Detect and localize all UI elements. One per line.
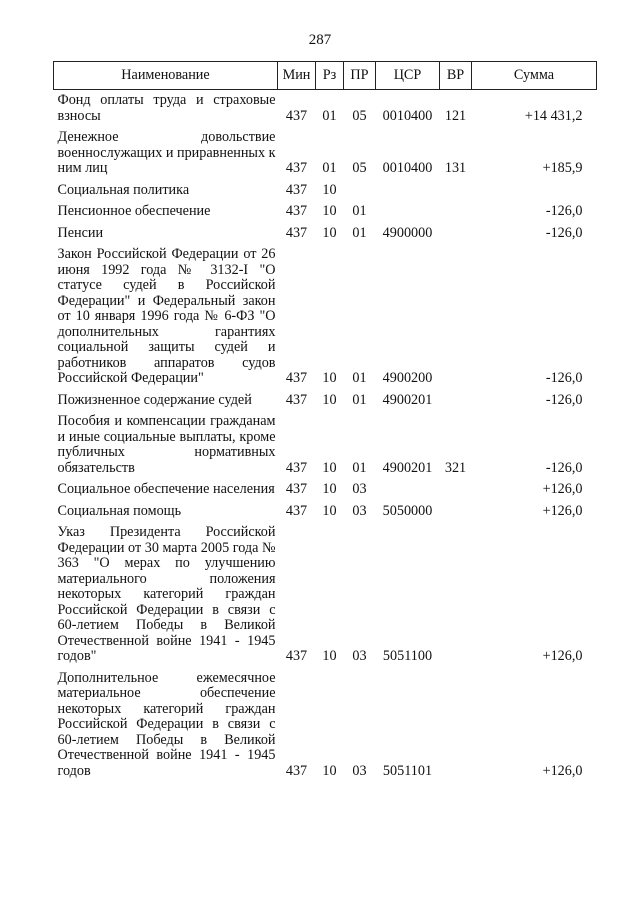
header-vr: ВР [440, 62, 472, 90]
row-min: 437 [285, 762, 308, 779]
row-pr: 05 [352, 107, 367, 124]
row-pr: 03 [352, 762, 367, 779]
row-name: Социальная помощь [57, 502, 182, 519]
row-csr: 4900201 [382, 459, 433, 476]
row-name: Пенсионное обеспечение [57, 203, 211, 219]
header-min: Мин [278, 62, 316, 90]
row-rz: 10 [322, 224, 337, 241]
row-vr: 321 [444, 459, 467, 476]
row-rz: 10 [322, 762, 337, 779]
row-csr [376, 204, 440, 226]
row-rz: 10 [322, 203, 337, 219]
row-vr [440, 226, 472, 248]
row-pr: 01 [352, 459, 367, 476]
row-sum: -126,0 [545, 370, 583, 386]
row-pr: 01 [352, 370, 367, 386]
row-rz: 10 [322, 648, 337, 664]
row-pr: 01 [352, 391, 367, 408]
table-header [54, 62, 597, 90]
row-sum [472, 183, 597, 205]
row-sum: +126,0 [542, 648, 583, 664]
row-vr: 131 [444, 160, 467, 176]
row-rz: 10 [322, 370, 337, 386]
row-min: 437 [285, 181, 308, 198]
row-name: Денежное довольствие военнослужащих и приравненных к ним лиц [57, 129, 276, 176]
header-pr: ПР [344, 62, 376, 90]
header-name: Наименование [54, 62, 278, 90]
row-vr [440, 204, 472, 226]
row-sum: -126,0 [545, 391, 583, 408]
row-sum: +126,0 [542, 502, 583, 519]
row-name: Фонд оплаты труда и страховые взносы [57, 92, 276, 124]
row-vr [440, 393, 472, 415]
row-min: 437 [285, 160, 308, 176]
row-csr: 0010400 [382, 107, 433, 124]
row-sum: -126,0 [545, 203, 583, 219]
row-sum: +126,0 [542, 481, 583, 497]
budget-table [53, 61, 597, 785]
row-vr [440, 671, 472, 786]
row-min: 437 [285, 502, 308, 519]
row-min: 437 [285, 224, 308, 241]
table-row [54, 671, 597, 786]
row-vr [440, 525, 472, 671]
row-vr [440, 247, 472, 393]
table-row [54, 226, 597, 248]
row-rz: 10 [322, 181, 337, 198]
row-name: Пенсии [57, 224, 104, 241]
row-rz: 01 [322, 160, 337, 176]
row-rz: 10 [322, 481, 337, 497]
row-name: Указ Президента Российской Федерации от 30 марта 2005 года № 363 "О мерах по улучшению материального положения некоторых категорий граждан Российской Федерации в связи с 60-летием Победы в Великой Отечественной войне 1941 - 1945 годов" [57, 524, 276, 664]
row-name: Дополнительное ежемесячное материальное обеспечение некоторых категорий граждан Российской Федерации в связи с 60-летием Победы в Великой Отечественной войне 1941 - 1945 годов [57, 669, 276, 779]
row-csr: 4900000 [382, 224, 433, 241]
row-min: 437 [285, 203, 308, 219]
table-row [54, 393, 597, 415]
table-row [54, 204, 597, 226]
table-row [54, 482, 597, 504]
row-name: Пособия и компенсации гражданам и иные социальные выплаты, кроме публичных нормативных обязательств [57, 413, 276, 476]
row-csr: 5051100 [382, 648, 433, 664]
row-vr [440, 183, 472, 205]
row-csr: 4900200 [382, 370, 433, 386]
header-csr: ЦСР [376, 62, 440, 90]
row-sum: +185,9 [542, 160, 583, 176]
row-vr [440, 504, 472, 526]
row-name: Социальное обеспечение населения [57, 481, 275, 497]
table-row [54, 525, 597, 671]
row-sum: +14 431,2 [524, 107, 583, 124]
row-sum: +126,0 [542, 762, 583, 779]
row-name: Социальная политика [57, 181, 190, 198]
row-pr: 01 [352, 224, 367, 241]
row-pr: 03 [352, 648, 367, 664]
table-row [54, 414, 597, 482]
row-csr: 5050000 [382, 502, 433, 519]
table-row [54, 130, 597, 183]
row-pr: 01 [352, 203, 367, 219]
table-row [54, 90, 597, 131]
page-number: 287 [308, 32, 332, 48]
header-rz: Рз [316, 62, 344, 90]
row-pr: 03 [352, 481, 367, 497]
row-min: 437 [285, 107, 308, 124]
table-row [54, 504, 597, 526]
row-pr: 03 [352, 502, 367, 519]
row-min: 437 [285, 648, 308, 664]
row-sum: -126,0 [545, 224, 583, 241]
row-min: 437 [285, 391, 308, 408]
table-row [54, 183, 597, 205]
header-sum: Сумма [472, 62, 597, 90]
row-rz: 10 [322, 502, 337, 519]
row-rz: 10 [322, 391, 337, 408]
row-min: 437 [285, 481, 308, 497]
row-name: Закон Российской Федерации от 26 июня 1992 года № 3132-I "О статусе судей в Российской Федерации" и Федеральный закон от 10 января 1996 года № 6-ФЗ "О дополнительных гарантиях социальной защиты судей и работников аппаратов судов Российской Федерации" [57, 246, 276, 386]
row-csr: 5051101 [382, 762, 433, 779]
row-csr [376, 482, 440, 504]
row-pr [344, 183, 376, 205]
row-name: Пожизненное содержание судей [57, 391, 252, 408]
row-csr: 0010400 [382, 160, 433, 176]
row-pr: 05 [352, 160, 367, 176]
row-csr [376, 183, 440, 205]
row-min: 437 [285, 370, 308, 386]
row-rz: 01 [322, 107, 337, 124]
row-sum: -126,0 [545, 459, 583, 476]
table-row [54, 247, 597, 393]
row-rz: 10 [322, 459, 337, 476]
row-min: 437 [285, 459, 308, 476]
row-csr: 4900201 [382, 391, 433, 408]
row-vr [440, 482, 472, 504]
row-vr: 121 [444, 107, 467, 124]
